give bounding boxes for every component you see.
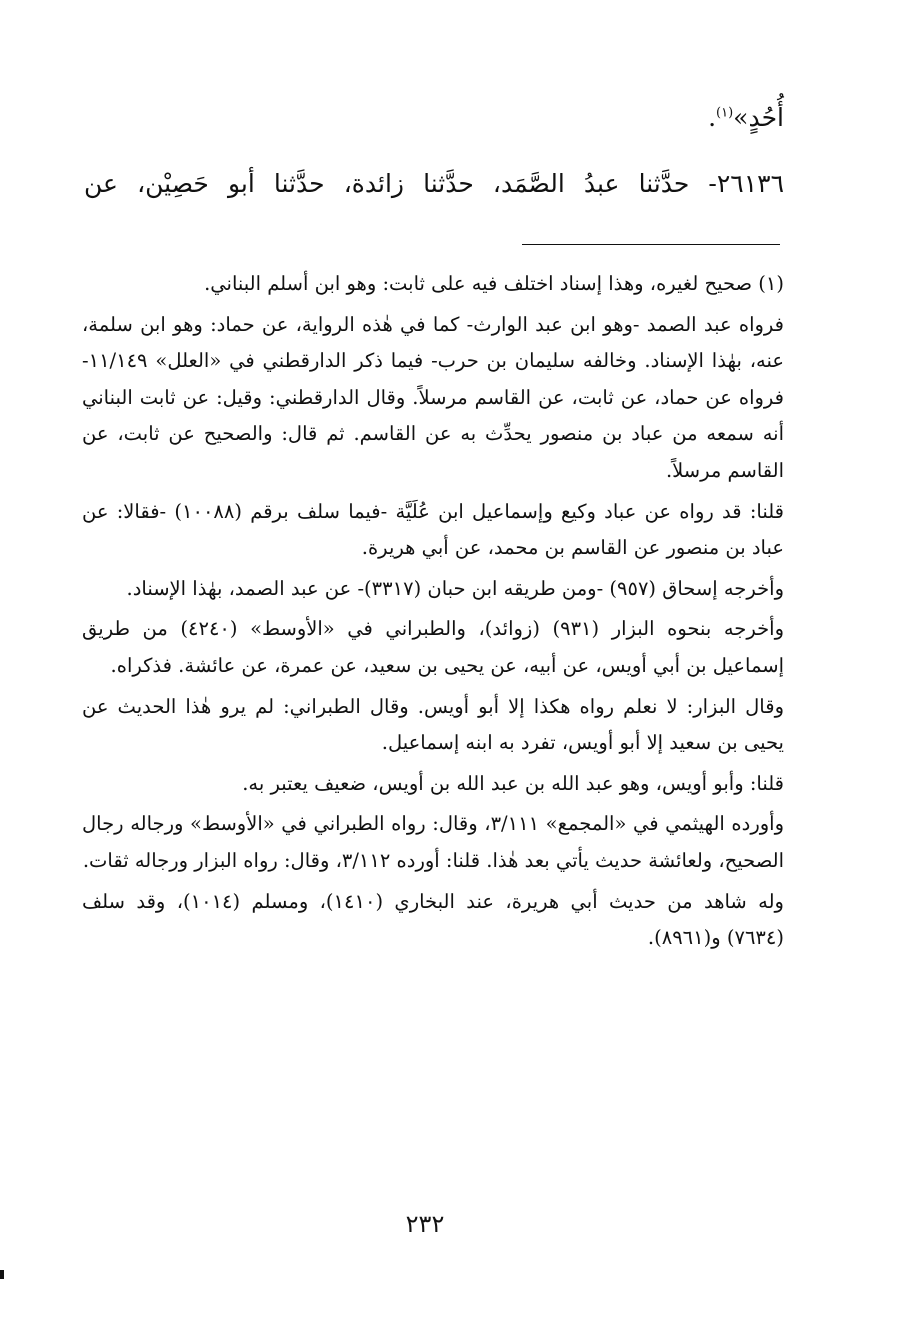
- footnote-paragraph: قلنا: وأبو أويس، وهو عبد الله بن عبد الله بن أويس، ضعيف يعتبر به.: [242, 771, 784, 795]
- footnote-paragraph: وله شاهد من حديث أبي هريرة، عند البخاري (١٤١٠)، ومسلم (١٠١٤)، وقد سلف (٧٦٣٤) و(٨٩٦١).: [82, 889, 784, 950]
- scan-edge-mark: [0, 1270, 4, 1279]
- hadith-line: ٢٦١٣٦- حدَّثنا عبدُ الصَّمَد، حدَّثنا زائدة، حدَّثنا أبو حَصِيْن، عن: [84, 169, 784, 198]
- footnote-paragraph: وقال البزار: لا نعلم رواه هكذا إلا أبو أويس. وقال الطبراني: لم يرو هٰذا الحديث عن يحيى بن سعيد إلا أبو أويس، تفرد به ابنه إسماعيل.: [82, 694, 784, 755]
- footnote-paragraph: وأخرجه إسحاق (٩٥٧) -ومن طريقه ابن حبان (٣٣١٧)- عن عبد الصمد، بهٰذا الإسناد.: [126, 576, 784, 600]
- footnote-paragraph: قلنا: قد رواه عن عباد وكيع وإسماعيل ابن عُلَيَّة -فيما سلف برقم (١٠٠٨٨) -فقالا: عن عباد بن منصور عن القاسم بن محمد، عن أبي هريرة.: [82, 499, 784, 560]
- footnote-separator: [522, 244, 780, 245]
- footnote-paragraph: فرواه عبد الصمد -وهو ابن عبد الوارث- كما في هٰذه الرواية، عن حماد: وهو ابن سلمة، عنه، بهٰذا الإسناد. وخالفه سليمان بن حرب- فيما ذكر الدارقطني في «العلل» ١١/١٤٩- فرواه عن حماد، عن ثابت، عن القاسم مرسلاً. وقال الدارقطني: وقيل: عن ثابت البناني أنه سمعه من عباد بن منصور يحدِّث به عن القاسم. ثم قال: والصحيح عن ثابت، عن القاسم مرسلاً.: [82, 312, 784, 482]
- footnote-paragraph: وأورده الهيثمي في «المجمع» ٣/١١١، وقال: رواه الطبراني في «الأوسط» ورجاله رجال الصحيح، ولعائشة حديث يأتي بعد هٰذا. قلنا: أورده ٣/١١٢، وقال: رواه البزار ورجاله ثقات.: [82, 812, 784, 872]
- main-text-period: .: [708, 103, 717, 132]
- footnote-paragraph: وأخرجه بنحوه البزار (٩٣١) (زوائد)، والطبراني في «الأوسط» (٤٢٤٠) من طريق إسماعيل بن أبي أويس، عن أبيه، عن يحيى بن سعيد، عن عمرة، عن عائشة. فذكراه.: [82, 617, 785, 677]
- page-number: ٢٣٢: [405, 1210, 445, 1238]
- main-text-ending: أُحُدٍ»: [733, 103, 784, 132]
- footnote-paragraph: (١) صحيح لغيره، وهذا إسناد اختلف فيه على ثابت: وهو ابن أسلم البناني.: [204, 272, 784, 295]
- main-text-line-1: [84, 100, 784, 136]
- footnotes: [82, 266, 784, 961]
- footnote-reference: (١): [716, 105, 734, 121]
